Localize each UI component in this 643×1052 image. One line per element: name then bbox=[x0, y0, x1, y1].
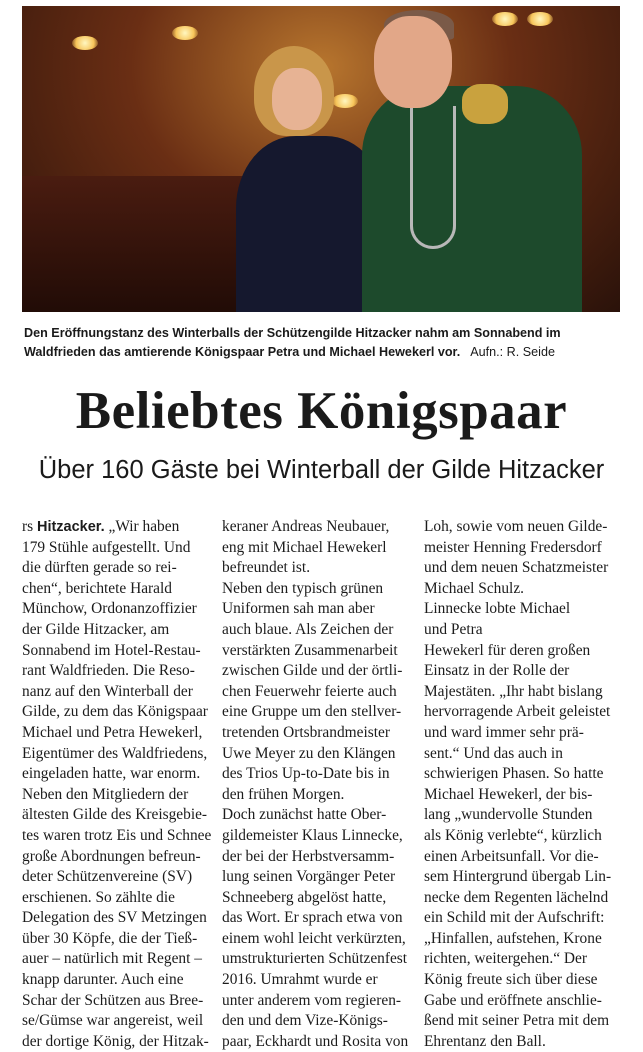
column-line: 179 Stühle aufgestellt. Und bbox=[22, 538, 191, 556]
column-line: einem wohl leicht verkürzten, bbox=[222, 929, 406, 947]
column-line: hervorragende Arbeit geleistet bbox=[424, 703, 611, 721]
column-line: Neben den Mitgliedern der bbox=[22, 785, 189, 803]
column-line: und dem neuen Schatzmeister bbox=[424, 559, 609, 577]
column-line: ein Schild mit der Aufschrift: bbox=[424, 909, 605, 927]
ceiling-light-icon bbox=[172, 26, 198, 40]
column-line: ßend mit seiner Petra mit dem bbox=[424, 1012, 610, 1030]
column-line: sem Hintergrund übergab Lin- bbox=[424, 868, 612, 886]
column-line: Majestäten. „Ihr habt bislang bbox=[424, 682, 603, 700]
column-line: befreundet ist. bbox=[222, 559, 311, 577]
column-line: der bei der Herbstversamm- bbox=[222, 847, 395, 865]
dateline: Hitzacker. bbox=[36, 519, 105, 535]
column-line: unter anderem vom regieren- bbox=[222, 991, 402, 1009]
column-line: der Gilde Hitzacker, am bbox=[22, 620, 170, 638]
column-line: Uwe Meyer zu den Klängen bbox=[222, 744, 396, 762]
column-line bbox=[22, 517, 211, 538]
caption-line-2-text: Waldfrieden das amtierende Königspaar Petra und Michael Hewekerl vor. bbox=[24, 345, 461, 359]
column-line: große Abordnungen befreun- bbox=[22, 847, 201, 865]
column-line: 2016. Umrahmt wurde er bbox=[222, 971, 378, 989]
caption-line-1: Den Eröffnungstanz des Winterballs der Schützengilde Hitzacker nahm am Sonnabend im bbox=[24, 326, 561, 340]
first-line-rest: „Wir haben bbox=[104, 518, 180, 535]
column-line: tretenden Ortsbrandmeister bbox=[222, 723, 390, 741]
column-line: Schneeberg abgelöst hatte, bbox=[222, 888, 387, 906]
column-line: des Trios Up-to-Date bis in bbox=[222, 765, 390, 783]
column-line: verstärkten Zusammenarbeit bbox=[222, 641, 398, 659]
column-line: Michael und Petra Hewekerl, bbox=[22, 723, 203, 741]
column-line: gildemeister Klaus Linnecke, bbox=[222, 826, 403, 844]
column-line: und Petra bbox=[424, 620, 483, 638]
photo-audience bbox=[22, 176, 262, 312]
column-line: Uniformen sah man aber bbox=[222, 600, 375, 618]
column-line: Loh, sowie vom neuen Gilde- bbox=[424, 518, 608, 535]
column-line: die dürften gerade so rei- bbox=[22, 559, 177, 577]
column-line: schwierigen Phasen. So hatte bbox=[424, 765, 604, 783]
column-line: Gabe und eröffnete anschlie- bbox=[424, 991, 602, 1009]
column-line: eine Gruppe um den stellver- bbox=[222, 703, 402, 721]
column-line: se/Gümse war angereist, weil bbox=[22, 1012, 204, 1030]
column-line: einen Arbeitsunfall. Vor die- bbox=[424, 847, 599, 865]
column-line: tes waren trotz Eis und Schnee bbox=[22, 826, 212, 844]
photo-credit: Aufn.: R. Seide bbox=[470, 345, 555, 359]
caption-line-2 bbox=[24, 343, 624, 362]
column-line: nanz auf den Winterball der bbox=[22, 682, 193, 700]
column-line: das Wort. Er sprach etwa von bbox=[222, 909, 403, 927]
column-line: eingeladen hatte, war enorm. bbox=[22, 765, 201, 783]
article-subheadline: Über 160 Gäste bei Winterball der Gilde Hitzacker bbox=[38, 456, 605, 484]
column-line: Eigentümer des Waldfriedens, bbox=[22, 744, 208, 762]
article-photo bbox=[22, 6, 620, 312]
column-line: eng mit Michael Hewekerl bbox=[222, 538, 387, 556]
article-column-3 bbox=[424, 517, 611, 1052]
column-line: der dortige König, der Hitzak- bbox=[22, 1032, 209, 1050]
column-line: den und dem Vize-Königs- bbox=[222, 1012, 388, 1030]
column-line: Michael Hewekerl, der bis- bbox=[424, 785, 593, 803]
ceiling-light-icon bbox=[332, 94, 358, 108]
column-line: Ehrentanz den Ball. bbox=[424, 1032, 546, 1050]
column-line: als König verlebte“, kürzlich bbox=[424, 826, 602, 844]
article-headline: Beliebtes Königspaar bbox=[75, 382, 568, 440]
column-line: ältesten Gilde des Kreisgebie- bbox=[22, 806, 208, 824]
column-line: Hewekerl für deren großen bbox=[424, 641, 591, 659]
column-line: Linnecke lobte Michael bbox=[424, 600, 571, 618]
column-line: Doch zunächst hatte Ober- bbox=[222, 806, 387, 824]
column-line: meister Henning Fredersdorf bbox=[424, 538, 602, 556]
column-line: auch blaue. Als Zeichen der bbox=[222, 620, 394, 638]
column-line: deter Schützenvereine (SV) bbox=[22, 868, 193, 886]
column-line: den frühen Morgen. bbox=[222, 785, 345, 803]
article-column-1 bbox=[22, 517, 211, 1052]
photo-man-head bbox=[374, 16, 452, 108]
column-line: chen Feuerwehr feierte auch bbox=[222, 682, 397, 700]
column-line: sent.“ Und das auch in bbox=[424, 744, 563, 762]
column-line: Münchow, Ordonanzoffizier bbox=[22, 600, 197, 618]
column-line: umstrukturierten Schützenfest bbox=[222, 950, 408, 968]
ceiling-light-icon bbox=[72, 36, 98, 50]
column-line: rant Waldfrieden. Die Reso- bbox=[22, 662, 195, 680]
photo-epaulette bbox=[462, 84, 508, 124]
column-line: lang „wundervolle Stunden bbox=[424, 806, 593, 824]
column-line: Neben den typisch grünen bbox=[222, 579, 384, 597]
column-line: Gilde, zu dem das Königspaar bbox=[22, 703, 208, 721]
column-line: necke dem Regenten lächelnd bbox=[424, 888, 609, 906]
ceiling-light-icon bbox=[492, 12, 518, 26]
column-line: Sonnabend im Hotel-Restau- bbox=[22, 641, 201, 659]
author-tag: rs bbox=[22, 518, 37, 535]
column-line: Delegation des SV Metzingen bbox=[22, 909, 207, 927]
column-line: lung seinen Vorgänger Peter bbox=[222, 868, 396, 886]
article-column-2 bbox=[222, 517, 408, 1052]
column-line: „Hinfallen, aufstehen, Krone bbox=[424, 929, 602, 947]
column-line: Einsatz in der Rolle der bbox=[424, 662, 570, 680]
column-line: auer – natürlich mit Regent – bbox=[22, 950, 202, 968]
ceiling-light-icon bbox=[527, 12, 553, 26]
column-line: und ward immer sehr prä- bbox=[424, 723, 584, 741]
photo-king-chain bbox=[410, 106, 456, 249]
column-line: Michael Schulz. bbox=[424, 579, 525, 597]
column-line: erschienen. So zählte die bbox=[22, 888, 175, 906]
column-line: knapp darunter. Auch eine bbox=[22, 971, 184, 989]
column-line: keraner Andreas Neubauer, bbox=[222, 518, 390, 535]
column-line: paar, Eckhardt und Rosita von bbox=[222, 1032, 409, 1050]
column-line: König freute sich über diese bbox=[424, 971, 598, 989]
column-line: zwischen Gilde und der örtli- bbox=[222, 662, 403, 680]
column-line: richten, weitergehen.“ Der bbox=[424, 950, 587, 968]
column-line: über 30 Köpfe, die der Tieß- bbox=[22, 929, 198, 947]
photo-caption bbox=[24, 324, 624, 362]
column-line: chen“, berichtete Harald bbox=[22, 579, 172, 597]
column-line: Schar der Schützen aus Bree- bbox=[22, 991, 204, 1009]
photo-woman-face bbox=[272, 68, 322, 130]
